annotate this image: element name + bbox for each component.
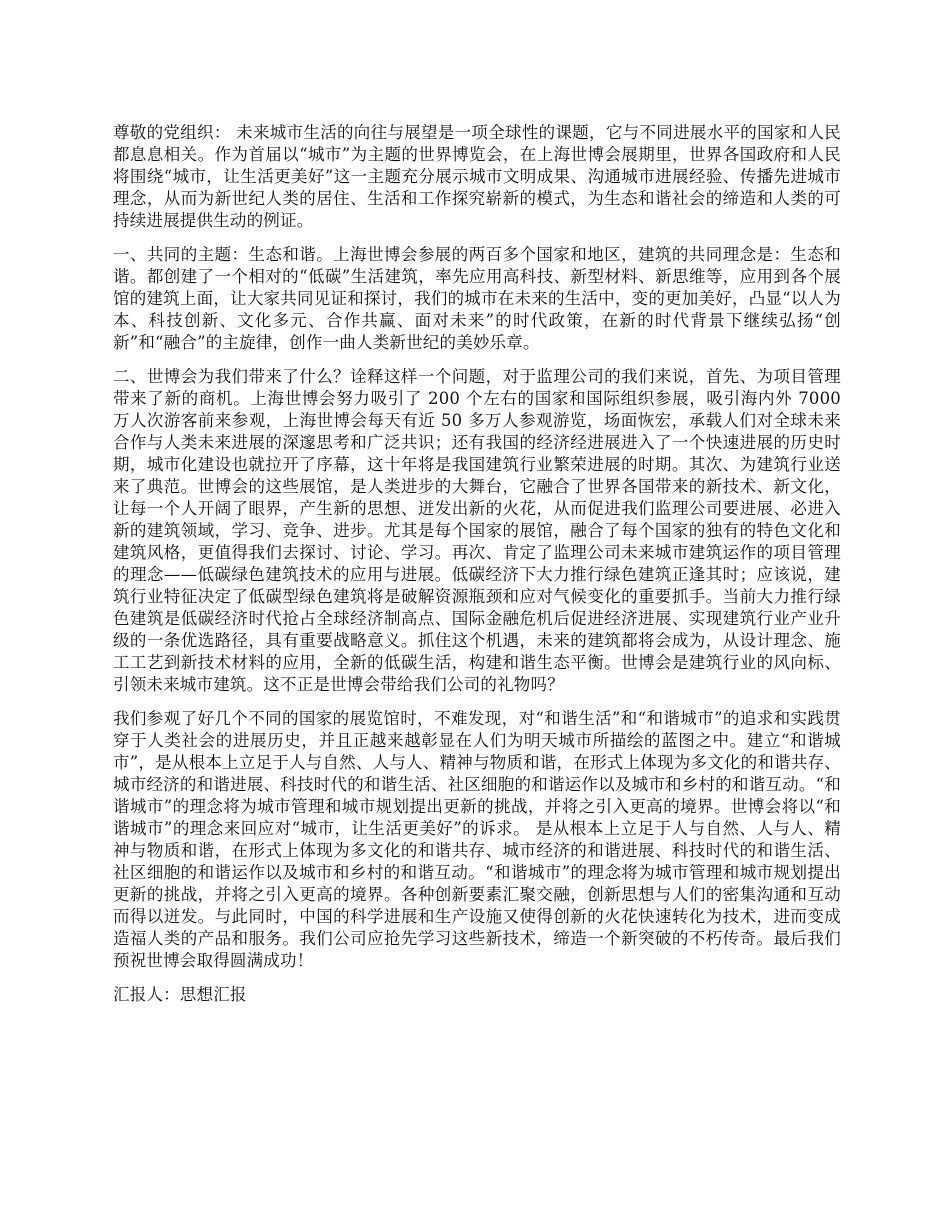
- paragraph-opening: 尊敬的党组织： 未来城市生活的向往与展望是一项全球性的课题，它与不同进展水平的国家和人民都息息相关。作为首届以“城市”为主题的世界博览会，在上海世博会展期里，世界各国政府和人民将围绕“城市，让生活更美好”这一主题充分展示城市文明成果、沟通城市进展经验、传播先进城市理念，从而为新世纪人类的居住、生活和工作探究崭新的模式，为生态和谐社会的缔造和人类的可持续进展提供生动的例证。: [113, 123, 841, 230]
- paragraph-expo-benefits: 二、世博会为我们带来了什么？诠释这样一个问题，对于监理公司的我们来说，首先、为项目管理带来了新的商机。上海世博会努力吸引了 200 个左右的国家和国际组织参展，吸引海内外 7000 万人次游客前来参观，上海世博会每天有近 50 多万人参观游览，场面恢宏，承载人们对全球未来合作与人类未来进展的深邃思考和广泛共识；还有我国的经济经进展进入了一个快速进展的历史时期，城市化建设也就拉开了序幕，这十年将是我国建筑行业繁荣进展的时期。其次、为建筑行业送来了典范。世博会的这些展馆，是人类进步的大舞台，它融合了世界各国带来的新技术、新文化，让每一个人开阔了眼界，产生新的思想、迸发出新的火花，从而促进我们监理公司要进展、必进入新的建筑领域，学习、竞争、进步。尤其是每个国家的展馆，融合了每个国家的独有的特色文化和建筑风格，更值得我们去探讨、讨论、学习。再次、肯定了监理公司未来城市建筑运作的项目管理的理念——低碳绿色建筑技术的应用与进展。低碳经济下大力推行绿色建筑正逢其时；应该说，建筑行业特征决定了低碳型绿色建筑将是破解资源瓶颈和应对气候变化的重要抓手。当前大力推行绿色建筑是低碳经济时代抢占全球经济制高点、国际金融危机后促进经济进展、实现建筑行业产业升级的一条优选路径，具有重要战略意义。抓住这个机遇，未来的建筑都将会成为，从设计理念、施工工艺到新技术材料的应用，全新的低碳生活，构建和谐生态平衡。世博会是建筑行业的风向标、引领未来城市建筑。这不正是世博会带给我们公司的礼物吗？: [113, 367, 841, 694]
- paragraph-harmonious-city: 我们参观了好几个不同的国家的展览馆时，不难发现，对“和谐生活”和“和谐城市”的追求和实践贯穿于人类社会的进展历史，并且正越来越彰显在人们为明天城市所描绘的蓝图之中。建立“和谐城市”，是从根本上立足于人与自然、人与人、精神与物质和谐，在形式上体现为多文化的和谐共存、城市经济的和谐进展、科技时代的和谐生活、社区细胞的和谐运作以及城市和乡村的和谐互动。“和谐城市”的理念将为城市管理和城市规划提出更新的挑战，并将之引入更高的境界。世博会将以“和谐城市”的理念来回应对“城市，让生活更美好”的诉求。 是从根本上立足于人与自然、人与人、精神与物质和谐，在形式上体现为多文化的和谐共存、城市经济的和谐进展、科技时代的和谐生活、社区细胞的和谐运作以及城市和乡村的和谐互动。“和谐城市”的理念将为城市管理和城市规划提出更新的挑战，并将之引入更高的境界。各种创新要素汇聚交融，创新思想与人们的密集沟通和互动而得以迸发。与此同时，中国的科学进展和生产设施又使得创新的火花快速转化为技术，进而变成造福人类的产品和服务。我们公司应抢先学习这些新技术，缔造一个新突破的不朽传奇。最后我们预祝世博会取得圆满成功！: [113, 709, 841, 970]
- document-body: [113, 122, 841, 1018]
- paragraph-shared-theme: 一、共同的主题：生态和谐。上海世博会参展的两百多个国家和地区，建筑的共同理念是：生态和谐。都创建了一个相对的“低碳”生活建筑，率先应用高科技、新型材料、新思维等，应用到各个展馆的建筑上面，让大家共同见证和探讨，我们的城市在未来的生活中，变的更加美好，凸显“以人为本、科技创新、文化多元、合作共赢、面对未来”的时代政策，在新的时代背景下继续弘扬“创新”和“融合”的主旋律，创作一曲人类新世纪的美妙乐章。: [113, 245, 841, 352]
- reporter-line: 汇报人：思想汇报: [113, 985, 247, 1004]
